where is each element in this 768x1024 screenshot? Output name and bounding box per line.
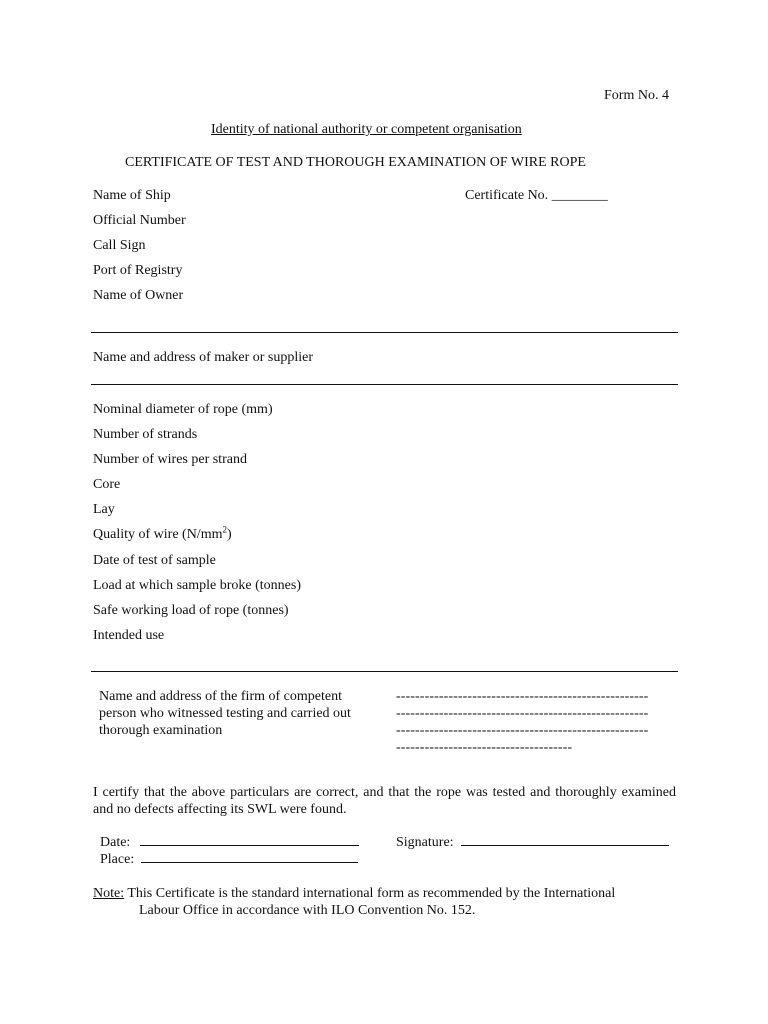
note-line-2: Labour Office in accordance with ILO Convention No. 152. — [139, 903, 476, 918]
section-divider — [91, 671, 678, 672]
note-line-1 — [93, 886, 615, 902]
label-official-number: Official Number — [93, 213, 186, 228]
quality-suffix: ) — [226, 527, 232, 542]
certificate-number — [465, 188, 608, 204]
place-label: Place: — [100, 852, 135, 867]
authority-line: Identity of national authority or competent organisation — [211, 122, 522, 137]
label-name-of-ship: Name of Ship — [93, 188, 171, 203]
page-title: CERTIFICATE OF TEST AND THOROUGH EXAMINATION OF WIRE ROPE — [125, 155, 586, 170]
label-safe-working-load: Safe working load of rope (tonnes) — [93, 603, 289, 618]
signature-input-line[interactable] — [461, 834, 669, 846]
label-wires-per-strand: Number of wires per strand — [93, 452, 247, 467]
label-call-sign: Call Sign — [93, 238, 146, 253]
label-core: Core — [93, 477, 121, 492]
label-number-of-strands: Number of strands — [93, 427, 198, 442]
witness-label-line-1: Name and address of the firm of competent — [99, 689, 342, 704]
quality-prefix: Quality of wire (N/mm — [93, 527, 223, 542]
label-intended-use: Intended use — [93, 628, 165, 643]
place-input-line[interactable] — [141, 851, 358, 863]
signature-row — [396, 834, 669, 851]
label-maker-supplier: Name and address of maker or supplier — [93, 350, 314, 365]
date-input-line[interactable] — [140, 834, 359, 846]
label-breaking-load: Load at which sample broke (tonnes) — [93, 578, 301, 593]
label-lay: Lay — [93, 502, 115, 517]
certificate-number-label: Certificate No. — [465, 188, 549, 203]
certification-statement: I certify that the above particulars are correct, and that the rope was tested and thoroughly examined and no defects affecting its SWL were found. — [93, 785, 676, 817]
date-label: Date: — [100, 835, 131, 850]
witness-label-line-2: person who witnessed testing and carried out — [99, 706, 351, 721]
witness-dash-line: ----------------------------------------------------- — [396, 706, 649, 721]
label-quality-of-wire — [93, 524, 232, 543]
witness-label-line-3: thorough examination — [99, 723, 223, 738]
note-text: This Certificate is the standard international form as recommended by the International — [124, 886, 616, 901]
quality-superscript: 2 — [222, 524, 227, 535]
date-row — [100, 834, 359, 851]
label-nominal-diameter: Nominal diameter of rope (mm) — [93, 402, 273, 417]
witness-dash-line: ----------------------------------------------------- — [396, 689, 649, 704]
form-number: Form No. 4 — [604, 88, 669, 103]
witness-dash-line: ----------------------------------------------------- — [396, 723, 649, 738]
section-divider — [91, 384, 678, 385]
place-row — [100, 851, 358, 868]
note-label: Note: — [93, 886, 125, 901]
witness-dash-line: ------------------------------------- — [396, 740, 573, 755]
certificate-number-blank: ________ — [551, 188, 608, 203]
label-date-of-test: Date of test of sample — [93, 553, 216, 568]
label-port-of-registry: Port of Registry — [93, 263, 183, 278]
signature-label: Signature: — [396, 835, 454, 850]
label-name-of-owner: Name of Owner — [93, 288, 184, 303]
section-divider — [91, 332, 678, 333]
